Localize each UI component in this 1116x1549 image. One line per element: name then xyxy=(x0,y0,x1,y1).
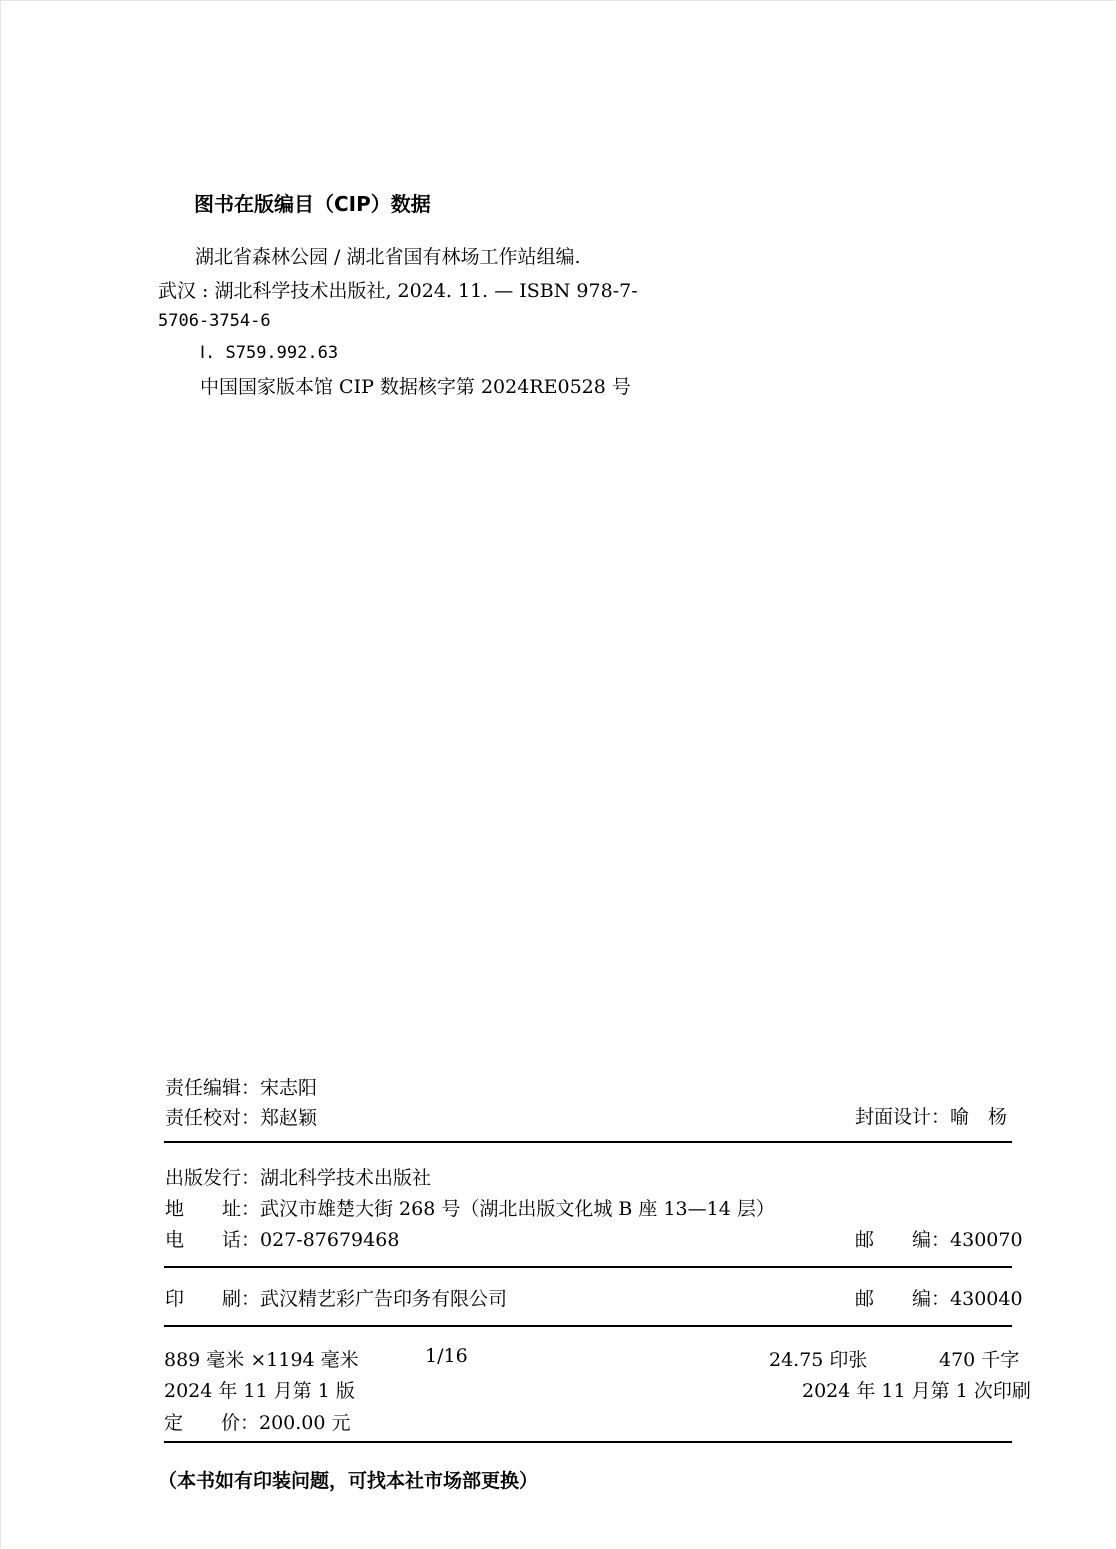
divider-2 xyxy=(164,1266,1012,1268)
book-format: 1/16 xyxy=(425,1345,468,1367)
price: 定 价：200.00 元 xyxy=(164,1412,351,1434)
book-size: 889 毫米 ×1194 毫米 xyxy=(164,1349,359,1371)
distributor: 出版发行：湖北科学技术出版社 xyxy=(165,1167,432,1189)
divider-1 xyxy=(164,1141,1012,1143)
printed-sheets: 24.75 印张 xyxy=(769,1349,868,1371)
cip-publisher-line: 武汉 : 湖北科学技术出版社, 2024. 11. — ISBN 978-7- xyxy=(158,280,638,302)
cip-classification: Ⅰ. S759.992.63 xyxy=(200,343,339,363)
printer-postcode-label: 邮 编： xyxy=(855,1288,951,1310)
phone-label: 电 话： xyxy=(165,1229,261,1251)
publisher-postcode-row xyxy=(855,1225,1023,1252)
responsible-editor: 责任编辑：宋志阳 xyxy=(165,1077,318,1099)
divider-4 xyxy=(164,1441,1012,1443)
printer-name: 武汉精艺彩广告印务有限公司 xyxy=(260,1288,508,1310)
phone-row xyxy=(165,1225,399,1252)
cip-title-line: 湖北省森林公园 / 湖北省国有林场工作站组编. xyxy=(195,246,581,268)
cip-heading: 图书在版编目（CIP）数据 xyxy=(194,192,431,216)
postcode-label: 邮 编： xyxy=(855,1229,951,1251)
printer-postcode-value: 430040 xyxy=(950,1288,1023,1310)
replacement-note: （本书如有印装问题，可找本社市场部更换） xyxy=(158,1470,539,1492)
edition: 2024 年 11 月第 1 版 xyxy=(164,1380,355,1402)
address-row xyxy=(165,1194,775,1221)
cip-isbn-line: 5706-3754-6 xyxy=(158,311,271,331)
printer-postcode-row xyxy=(855,1284,1023,1311)
printer-row xyxy=(165,1284,507,1311)
responsible-proofreader: 责任校对：郑赵颖 xyxy=(165,1107,318,1129)
phone-value: 027-87679468 xyxy=(260,1229,400,1251)
cip-record-number: 中国国家版本馆 CIP 数据核字第 2024RE0528 号 xyxy=(200,376,631,398)
printer-label: 印 刷： xyxy=(165,1288,261,1310)
divider-3 xyxy=(164,1325,1012,1327)
postcode-value: 430070 xyxy=(950,1229,1023,1251)
address-label: 地 址： xyxy=(165,1198,261,1220)
word-count: 470 千字 xyxy=(939,1349,1020,1371)
cover-designer: 封面设计：喻 杨 xyxy=(855,1106,1008,1128)
printing: 2024 年 11 月第 1 次印刷 xyxy=(802,1380,1031,1402)
address-value: 武汉市雄楚大街 268 号（湖北出版文化城 B 座 13—14 层） xyxy=(260,1198,775,1220)
